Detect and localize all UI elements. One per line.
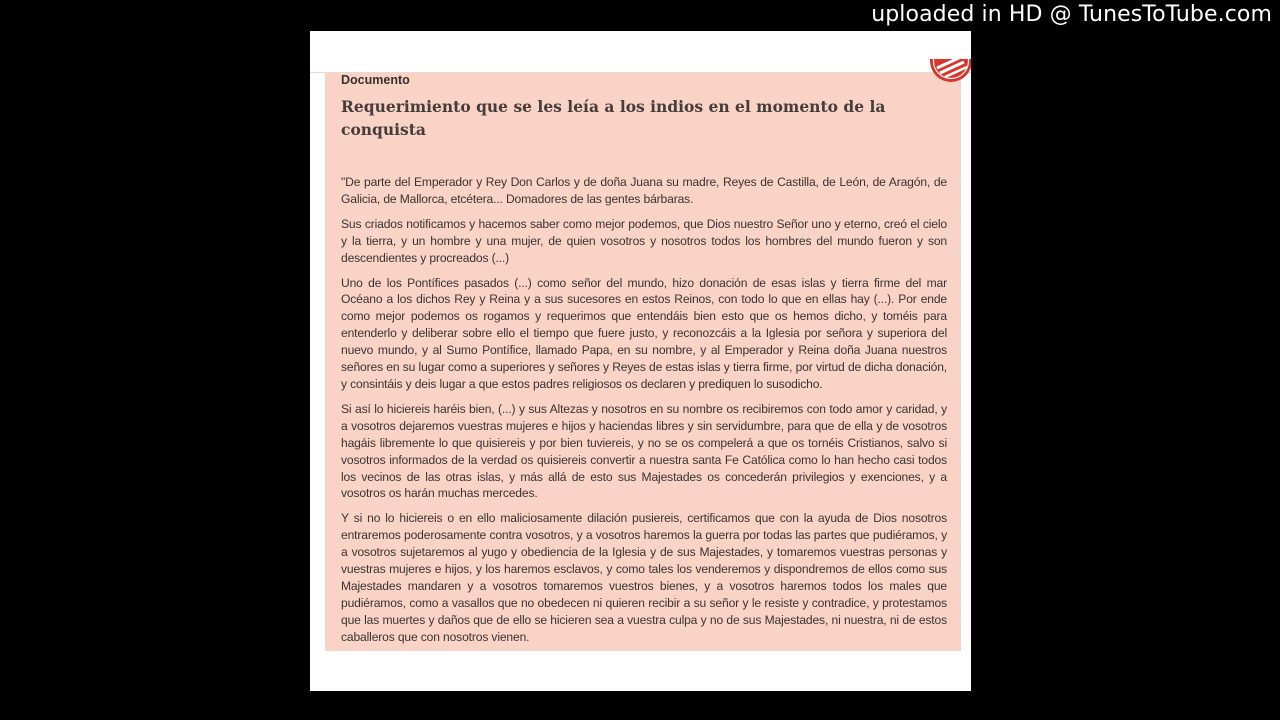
publisher-logo-icon	[927, 59, 971, 91]
document-title: Requerimiento que se les leía a los indios en el momento de la conquista	[341, 97, 886, 139]
paragraph: Sus criados notificamos y hacemos saber como mejor podemos, que Dios nuestro Señor uno y eterno, creó el cielo y la tierra, y un hombre y una mujer, de quien vosotros y nosotros todos los hombres del mundo fueron y son descendientes y procreados (...)	[341, 216, 947, 265]
paragraph: Y si no lo hiciereis o en ello maliciosamente dilación pusiereis, certificamos que con la ayuda de Dios nosotros entraremos poderosamente contra vosotros, y a vosotros haremos la guerra por todas las partes que pudiéramos, y a vosotros sujetaremos al yugo y obediencia de la Iglesia y de sus Majestades, y tomaremos vuestras personas y vuestras mujeres e hijos, y los haremos esclavos, y como tales los venderemos y dispondremos de ellos como sus Majestades mandaren y a vosotros tomaremos vuestros bienes, y a vosotros haremos todos los males que pudiéramos, como a vasallos que no obedecen ni quieren recibir a su señor y le resiste y contradice, y protestamos que las muertes y daños que de ello se hicieren sea a vuestra culpa y no de sus Majestades, ni nuestra, ni de estos caballeros que con nosotros vienen.	[341, 511, 947, 644]
watermark-text: uploaded in HD @ TunesToTube.com	[871, 2, 1272, 27]
document-page	[310, 31, 971, 691]
paragraph: "De parte del Emperador y Rey Don Carlos y de doña Juana su madre, Reyes de Castilla, de León, de Aragón, de Galicia, de Mallorca, etcétera... Domadores de las gentes bárbaras.	[341, 175, 947, 206]
document-body	[341, 174, 947, 654]
paragraph: Uno de los Pontífices pasados (...) como señor del mundo, hizo donación de esas islas y tierra firme del mar Océano a los dichos Rey y Reina y a sus sucesores en estos Reinos, con todo lo que en ellas hay (...). Por ende como mejor podemos os rogamos y requerimos que entendáis bien esto que os hemos dicho, y toméis para entenderlo y deliberar sobre ello el tiempo que fuere justo, y reconozcáis a la Iglesia por señora y superiora del nuevo mundo, y al Sumo Pontífice, llamado Papa, en su nombre, y al Emperador y Reina doña Juana nuestros señores en su lugar como a superiores y señores y Reyes de estas islas y tierra firme, por virtud de dicha donación, y consintáis y deis lugar a que estos padres religiosos os declaren y prediquen lo susodicho.	[341, 275, 947, 391]
paragraph: Si así lo hiciereis haréis bien, (...) y sus Altezas y nosotros en su nombre os recibiremos con todo amor y caridad, y a vosotros dejaremos vuestras mujeres e hijos y haciendas libres y sin servidumbre, para que de ella y de vosotros hagáis libremente lo que quisiereis y por bien tuviereis, y no se os compelerá a que os tornéis Cristianos, salvo si vosotros informados de la verdad os quisiereis convertir a nuestra santa Fe Católica como lo han hecho casi todos los vecinos de las otras islas, y más allá de esto sus Majestades os concederán privilegios y exenciones, y a vosotros os harán muchas mercedes.	[341, 401, 947, 501]
document-label: Documento	[341, 73, 410, 87]
